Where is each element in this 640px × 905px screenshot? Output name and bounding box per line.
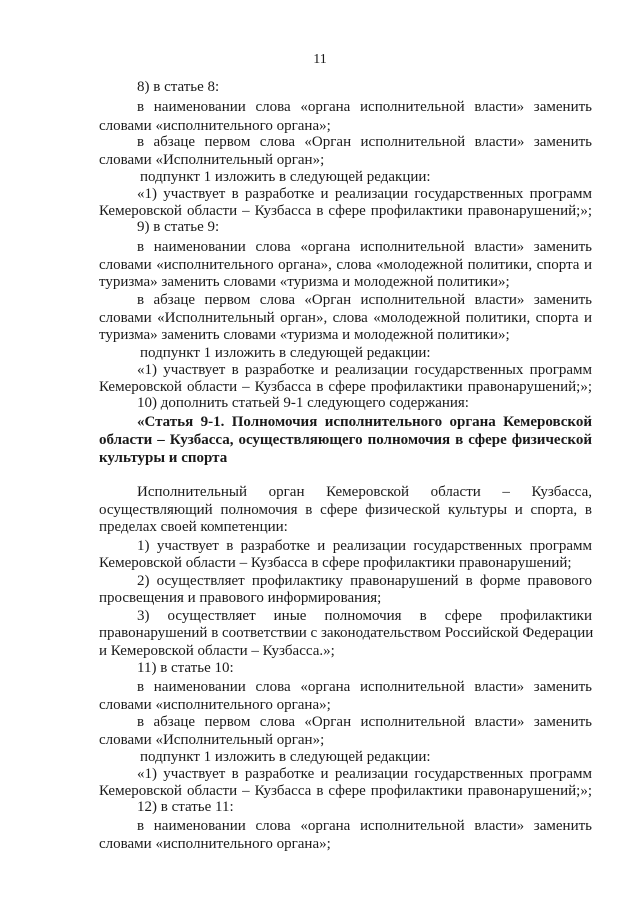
text-line: в наименовании слова «органа исполнительной власти» заменить bbox=[137, 99, 592, 115]
text-line: в абзаце первом слова «Орган исполнительной власти» заменить bbox=[137, 292, 592, 308]
text-line: просвещения и правового информирования; bbox=[99, 590, 382, 606]
page-number: 11 bbox=[313, 52, 327, 67]
text-line: подпункт 1 изложить в следующей редакции: bbox=[140, 749, 431, 765]
text-line: 2) осуществляет профилактику правонарушений в форме правового bbox=[137, 573, 592, 589]
text-line: в наименовании слова «органа исполнительной власти» заменить bbox=[137, 239, 592, 255]
text-line: Исполнительный орган Кемеровской области – Кузбасса, bbox=[137, 484, 592, 500]
text-line: словами «исполнительного органа»; bbox=[99, 836, 331, 852]
text-line: и Кемеровской области – Кузбасса.»; bbox=[99, 643, 335, 659]
text-line: подпункт 1 изложить в следующей редакции: bbox=[140, 169, 431, 185]
text-line: туризма» заменить словами «туризма и молодежной политики»; bbox=[99, 327, 510, 343]
text-line: в абзаце первом слова «Орган исполнительной власти» заменить bbox=[137, 134, 592, 150]
text-line: 9) в статье 9: bbox=[137, 219, 220, 235]
text-line: «1) участвует в разработке и реализации государственных программ bbox=[137, 186, 592, 202]
text-line: в абзаце первом слова «Орган исполнительной власти» заменить bbox=[137, 714, 592, 730]
text-line: словами «Исполнительный орган», слова «молодежной политики, спорта и bbox=[99, 310, 592, 326]
text-line: словами «исполнительного органа»; bbox=[99, 697, 331, 713]
text-line: Кемеровской области – Кузбасса в сфере профилактики правонарушений;»; bbox=[99, 379, 592, 395]
text-line: в наименовании слова «органа исполнительной власти» заменить bbox=[137, 818, 592, 834]
text-line: 1) участвует в разработке и реализации государственных программ bbox=[137, 538, 592, 554]
text-line: словами «Исполнительный орган»; bbox=[99, 732, 325, 748]
article-heading-line: культуры и спорта bbox=[99, 450, 228, 466]
text-line: в наименовании слова «органа исполнительной власти» заменить bbox=[137, 679, 592, 695]
text-line: туризма» заменить словами «туризма и молодежной политики»; bbox=[99, 274, 510, 290]
text-line: осуществляющий полномочия в сфере физической культуры и спорта, в bbox=[99, 502, 592, 518]
text-line: пределах своей компетенции: bbox=[99, 519, 288, 535]
text-line: «1) участвует в разработке и реализации государственных программ bbox=[137, 362, 592, 378]
text-line: Кемеровской области – Кузбасса в сфере профилактики правонарушений; bbox=[99, 555, 572, 571]
text-line: 8) в статье 8: bbox=[137, 79, 220, 95]
text-line: 12) в статье 11: bbox=[137, 799, 234, 815]
text-line: 10) дополнить статьей 9-1 следующего содержания: bbox=[137, 395, 469, 411]
text-line: словами «исполнительного органа», слова «молодежной политики, спорта и bbox=[99, 257, 592, 273]
text-line: подпункт 1 изложить в следующей редакции: bbox=[140, 345, 431, 361]
text-line: Кемеровской области – Кузбасса в сфере профилактики правонарушений;»; bbox=[99, 203, 592, 219]
text-line: «1) участвует в разработке и реализации государственных программ bbox=[137, 766, 592, 782]
text-line: 11) в статье 10: bbox=[137, 660, 234, 676]
text-line: 3) осуществляет иные полномочия в сфере профилактики bbox=[137, 608, 592, 624]
text-line: правонарушений в соответствии с законодательством Российской Федерации bbox=[99, 625, 594, 641]
article-heading-line: области – Кузбасса, осуществляющего полномочия в сфере физической bbox=[99, 432, 592, 448]
text-line: Кемеровской области – Кузбасса в сфере профилактики правонарушений;»; bbox=[99, 783, 592, 799]
text-line: словами «исполнительного органа»; bbox=[99, 118, 331, 134]
article-heading-line: «Статья 9-1. Полномочия исполнительного органа Кемеровской bbox=[137, 414, 592, 430]
text-line: словами «Исполнительный орган»; bbox=[99, 152, 325, 168]
